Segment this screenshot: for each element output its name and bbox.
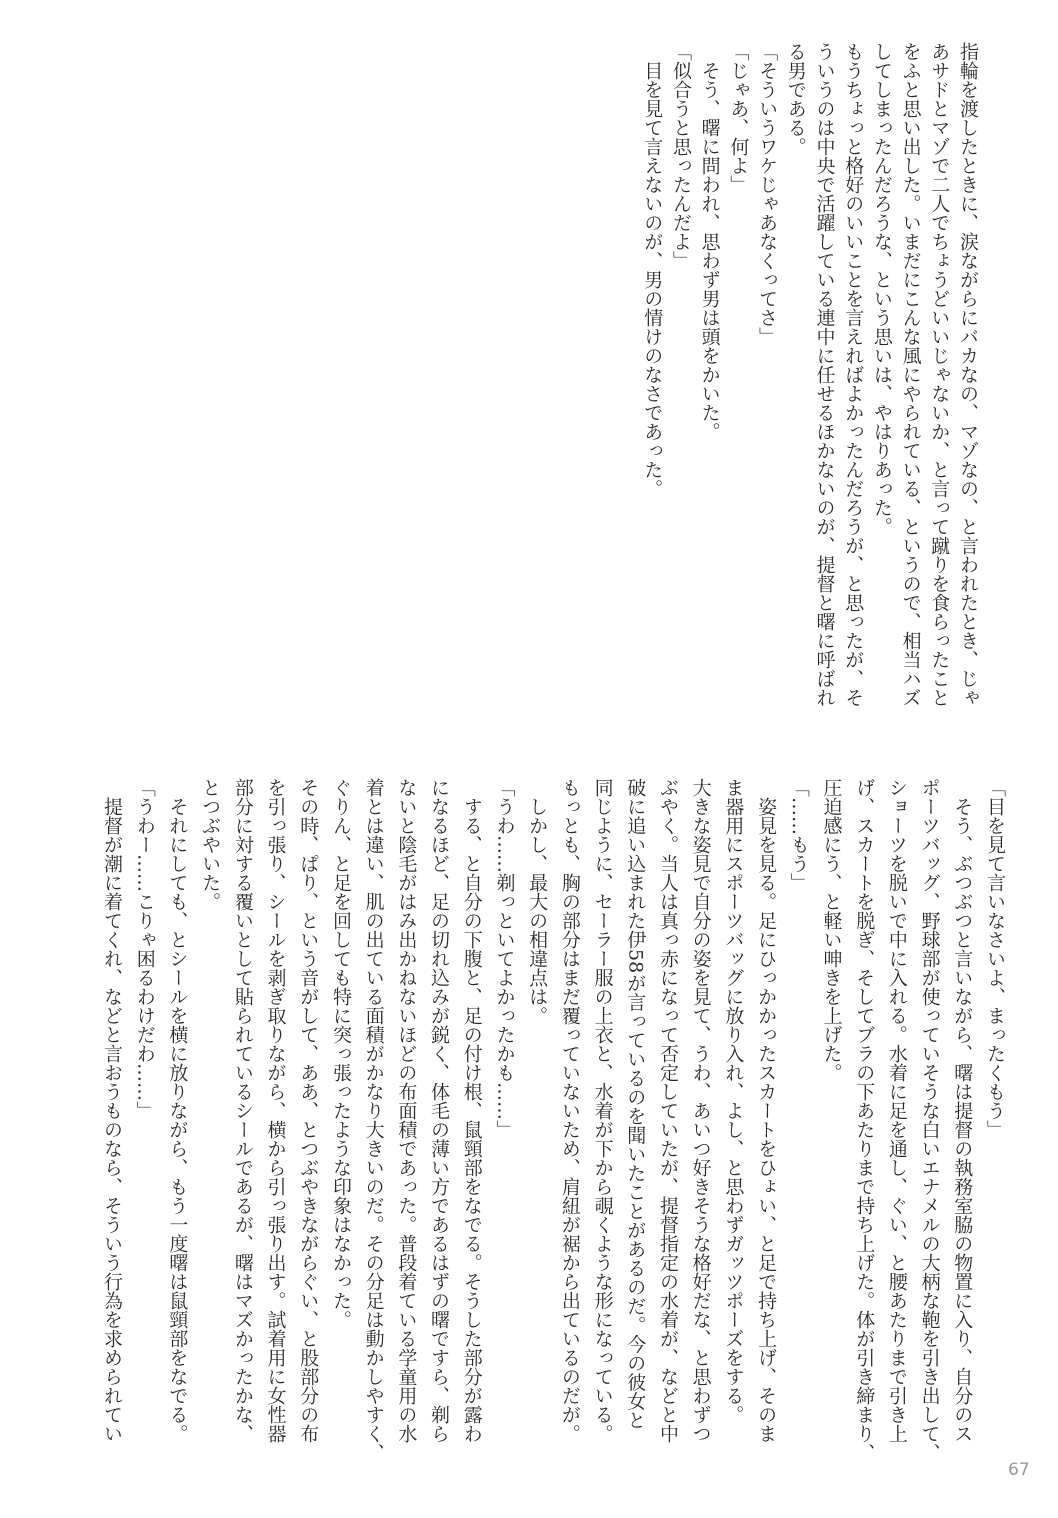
text-column: 「うわ……剃っといてよかったかも……」 [493, 778, 516, 1139]
text-column: しかし、最大の相違点は。 [526, 778, 549, 1025]
text-column: を引っ張り、シールを剥ぎ取りながら、横から引っ張り出す。試着用に女性器 [264, 778, 287, 1443]
text-column: をふと思い出した。いまだにこんな風にやられている、というので、相当ハズ [899, 42, 922, 707]
page-number: 67 [1008, 1460, 1030, 1480]
top-text-block [638, 42, 982, 732]
text-column: 圧迫感にう、と軽い呻きを上げた。 [820, 778, 843, 1082]
text-column: もっとも、胸の部分はまだ覆っていないため、肩紐が裾から出ているのだが。 [558, 778, 581, 1443]
text-column: 目を見て言えないのが、男の情けのなさであった。 [641, 42, 664, 498]
text-column: とつぶやいた。 [199, 778, 222, 911]
text-column: その時、ぱり、という音がして、ああ、とつぶやきながらぐい、と股部分の布 [297, 778, 320, 1443]
text-column: 「うわー……こりゃ困るわけだわ……」 [133, 778, 156, 1120]
text-column: 指輪を渡したときに、涙ながらにバカなの、マゾなの、と言われたとき、じゃ [957, 42, 979, 707]
text-column: そう、曙に問われ、思わず男は頭をかいた。 [698, 42, 721, 441]
text-column: になるほど、足の切れ込みが鋭く、体毛の薄い方であるはずの曙ですら、剃ら [428, 778, 451, 1443]
text-column: 提督が潮に着てくれ、などと言おうものなら、そういう行為を求められてい [101, 778, 124, 1443]
text-column: 「……もう」 [787, 778, 810, 892]
text-column: ぐりん、と足を回しても特に突っ張ったような印象はなかった。 [329, 778, 352, 1329]
text-column: する、と自分の下腹と、足の付け根、鼠頸部をなでる。そうした部分が露わ [460, 778, 483, 1443]
text-column: る男である。 [784, 42, 807, 156]
text-column: げ、スカートを脱ぎ、そしてブラの下あたりまで持ち上げた。体が引き締まり、 [853, 778, 876, 1462]
text-column: ポーツバッグ、野球部が使っていそうな白いエナメルの大柄な鞄を引き出して、 [918, 778, 941, 1462]
text-column: もうちょっと格好のいいことを言えればよかったんだろうが、と思ったが、そ [842, 42, 865, 707]
text-column: そう、ぶつぶつと言いながら、曙は提督の執務室脇の物置に入り、自分のス [951, 778, 974, 1443]
text-column: 大きな姿見で自分の姿を見て、うわ、あいつ好きそうな格好だな、と思わずつ [689, 778, 712, 1443]
text-column: 「似合うと思ったんだよ」 [669, 42, 692, 270]
text-column: ま器用にスポーツバッグに放り入れ、よし、と思わずガッツポーズをする。 [722, 778, 745, 1424]
text-column: 姿見を見る。足にひっかかったスカートをひょい、と足で持ち上げ、そのま [755, 778, 778, 1443]
text-column: 「目を見て言いなさいよ、まったくもう」 [984, 778, 1006, 1139]
text-column: 「じゃあ、何よ」 [727, 42, 750, 194]
text-column: ないと陰毛がはみ出かねないほどの布面積であった。普段着ている学童用の水 [395, 778, 418, 1443]
bottom-text-block [95, 778, 1011, 1462]
text-column: あサドとマゾで二人でちょうどいいじゃないか、と言って蹴りを食らったこと [928, 42, 951, 707]
text-column: 同じように、セーラー服の上衣と、水着が下から覗くような形になっている。 [591, 778, 614, 1443]
text-column: 着とは違い、肌の出ている面積がかなり大きいのだ。その分足は動かしやすく、 [362, 778, 385, 1462]
text-column: ショーツを脱いで中に入れる。水着に足を通し、ぐい、と腰あたりまで引き上 [885, 778, 908, 1443]
text-column: 部分に対する覆いとして貼られているシールであるが、曙はマズかったかな、 [231, 778, 254, 1443]
text-column: 破に追い込まれた伊58が言っているのを聞いたことがあるのだ。今の彼女と [624, 778, 647, 1430]
text-column: それにしても、とシールを横に放りながら、もう一度曙は鼠頸部をなでる。 [166, 778, 189, 1443]
text-column: 「そういうワケじゃあなくってさ」 [756, 42, 779, 346]
text-column: ぶやく。当人は真っ赤になって否定していたが、提督指定の水着が、などと中 [656, 778, 679, 1443]
text-column: ういうのは中央で活躍している連中に任せるほかないのが、提督と曙に呼ばれ [813, 42, 836, 707]
text-column: してしまったんだろうな、という思いは、やはりあった。 [870, 42, 893, 536]
